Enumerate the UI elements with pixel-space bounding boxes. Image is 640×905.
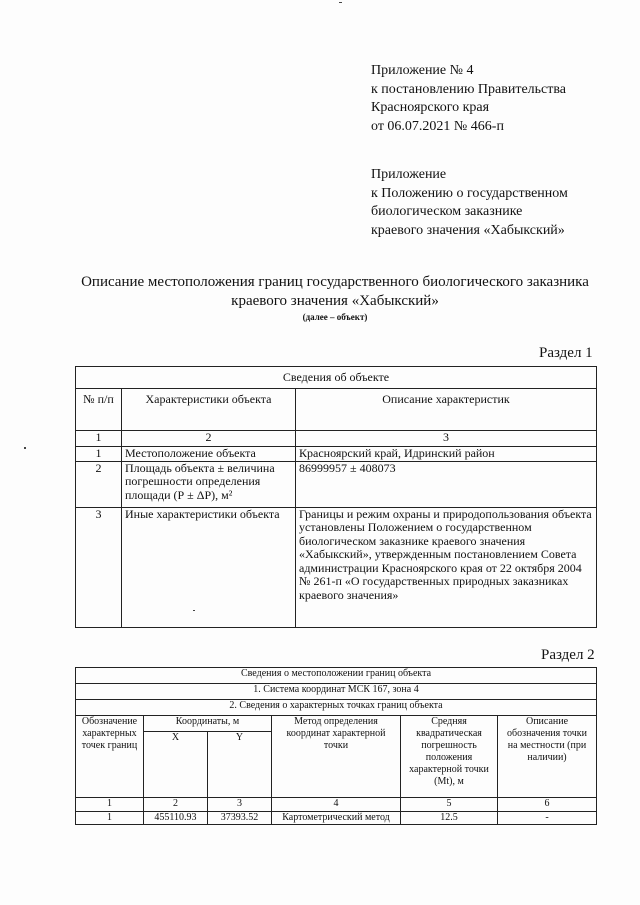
header-accuracy: Средняя квадратическая погрешность положения характерной точки (Mt), м (401, 716, 498, 798)
cell-char: Местоположение объекта (122, 447, 296, 462)
table-caption: Сведения об объекте (76, 367, 597, 389)
colnum: 4 (272, 798, 401, 812)
appendix-line: к Положению о государственном (371, 185, 568, 201)
cell-char: Иные характеристики объекта (122, 507, 296, 627)
appendix4-line: Приложение № 4 (371, 63, 474, 78)
appendix4-line: к постановлению Правительства (371, 81, 567, 97)
header-method: Метод определения координат характерной точки (272, 716, 401, 798)
header-num: № п/п (76, 389, 122, 431)
section1-label: Раздел 1 (539, 345, 593, 361)
cell-num: 1 (76, 447, 122, 462)
appendix-line: Приложение (371, 167, 447, 182)
header-x: X (144, 732, 208, 798)
appendix-block (371, 166, 568, 240)
boundary-points-table (75, 667, 597, 825)
cell-accuracy: 12.5 (401, 812, 498, 825)
header-desc: Описание характеристик (296, 389, 597, 431)
object-info-table (75, 366, 597, 628)
document-subtitle: (далее – объект) (302, 312, 368, 322)
coordinate-system: 1. Система координат МСК 167, зона 4 (76, 684, 597, 700)
table-caption: Сведения о местоположении границ объекта (76, 668, 597, 684)
colnum: 2 (144, 798, 208, 812)
cell-num: 3 (76, 507, 122, 627)
colnum: 5 (401, 798, 498, 812)
colnum: 2 (122, 431, 296, 447)
cell-desc: 86999957 ± 408073 (296, 461, 597, 507)
cell-num: 2 (76, 461, 122, 507)
colnum: 3 (208, 798, 272, 812)
scan-mark (339, 2, 342, 3)
section2-label: Раздел 2 (541, 647, 595, 663)
header-description: Описание обозначения точки на местности (при наличии) (498, 716, 597, 798)
colnum: 1 (76, 798, 144, 812)
colnum: 6 (498, 798, 597, 812)
header-char: Характеристики объекта (122, 389, 296, 431)
cell-desc: Границы и режим охраны и природопользования объекта установлены Положением о государственном биологическом заказнике краевого значения «Хабыкский», утвержденным постановлением Совета администрации Красноярского края от 22 октября 2004 № 261-п «О государственных природных заказниках краевого значения» (296, 507, 597, 627)
table-row (76, 812, 597, 825)
cell-x: 455110.93 (144, 812, 208, 825)
appendix-line: краевого значения «Хабыкский» (371, 222, 565, 238)
header-coords: Координаты, м (144, 716, 272, 732)
cell-desc: Красноярский край, Идринский район (296, 447, 597, 462)
header-designation: Обозначение характерных точек границ (76, 716, 144, 798)
cell-method: Картометрический метод (272, 812, 401, 825)
colnum: 3 (296, 431, 597, 447)
appendix-line: биологическом заказнике (371, 204, 523, 219)
scan-mark (24, 447, 26, 449)
table-row (76, 447, 597, 462)
table-row (76, 461, 597, 507)
title-line: краевого значения «Хабыкский» (231, 293, 439, 309)
colnum: 1 (76, 431, 122, 447)
title-line: Описание местоположения границ государственного биологического заказника (81, 274, 589, 290)
cell-designation: 1 (76, 812, 144, 825)
points-caption: 2. Сведения о характерных точках границ объекта (76, 700, 597, 716)
header-y: Y (208, 732, 272, 798)
table-row (76, 507, 597, 627)
cell-y: 37393.52 (208, 812, 272, 825)
cell-description: - (498, 812, 597, 825)
appendix4-line: Красноярского края (371, 100, 490, 115)
cell-char: Площадь объекта ± величина погрешности определения площади (Р ± ΔР), м² (122, 461, 296, 507)
appendix4-line: от 06.07.2021 № 466-п (371, 118, 504, 134)
appendix4-block (371, 62, 566, 136)
document-title (40, 273, 630, 311)
